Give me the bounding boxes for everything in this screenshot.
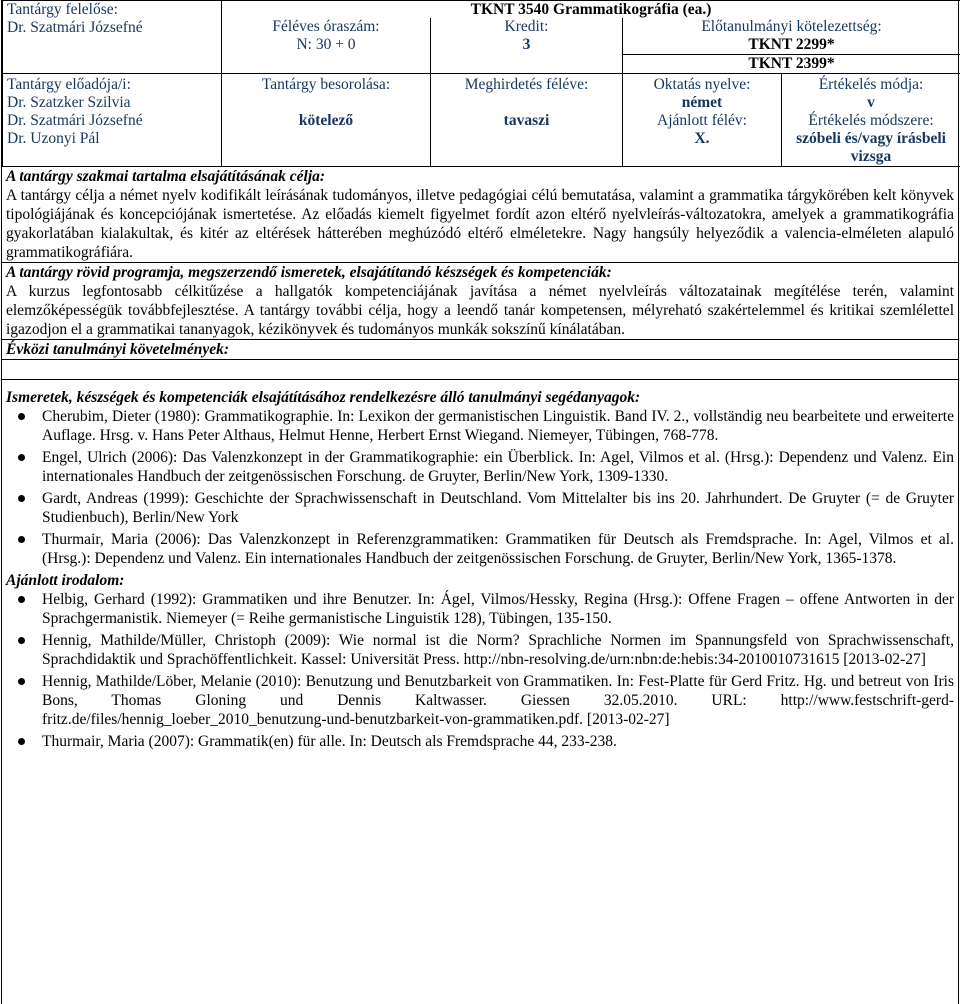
hours-cell (222, 18, 431, 74)
eval-method-value: szóbeli és/vagy írásbeli vizsga (796, 130, 946, 165)
literature-item: Helbig, Gerhard (1992): Grammatiken und ihre Benutzer. In: Ágel, Vilmos/Hessky, Regina (Hrsg.): Offene Fragen – offene Antworten in der Sprachgermanistik. Niemeyer (= Reihe germanistische Linguistik 128), Tübingen, 135-150. (42, 590, 954, 631)
lecturer-3: Dr. Uzonyi Pál (7, 130, 100, 147)
category-cell (222, 74, 431, 167)
hours-value: N: 30 + 0 (296, 36, 356, 53)
aim-heading: A tantárgy szakmai tartalma elsajátításának célja: (6, 168, 326, 185)
materials-heading: Ismeretek, készségek és kompetenciák elsajátításához rendelkezésre álló tanulmányi segédanyagok: (6, 389, 641, 406)
category-value: kötelező (298, 112, 354, 129)
recommended-value: X. (694, 130, 710, 147)
responsible-label: Tantárgy felelőse: (7, 1, 118, 18)
literature-section (2, 571, 958, 754)
eval-mode-label: Értékelés módja: (818, 76, 924, 93)
category-label: Tantárgy besorolása: (261, 76, 391, 93)
semester-value: tavaszi (503, 112, 550, 129)
program-section (2, 263, 958, 340)
aim-section (2, 167, 958, 263)
language-label: Oktatás nyelve: (653, 76, 751, 93)
requirements-section (2, 340, 958, 380)
requirements-heading: Évközi tanulmányi követelmények: (6, 341, 230, 358)
recommended-label: Ajánlott félév: (657, 112, 747, 129)
requirements-empty-row (2, 359, 958, 380)
material-item: Thurmair, Maria (2006): Das Valenzkonzept in Referenzgrammatiken: Grammatiken für Deutsch als Fremdsprache. In: Agel, Vilmos et al. (Hrsg.): Dependenz und Valenz. Ein internationales Handbuch der zeitgenössischen Forschung. de Gruyter, Berlin/New York, 1365-1378. (42, 530, 954, 571)
language-cell (623, 74, 782, 167)
course-title: TKNT 3540 Grammatikográfia (ea.) (222, 1, 960, 19)
aim-text: A tantárgy célja a német nyelv kodifikált leírásának tudományos, illetve pedagógiai célú bemutatása, valamint a grammatika tárgykörében kelt könyvek tipológiájának és koncepciójának ismertetése. Az előadás kiemelt figyelmet fordít azon eltérő nyelvleírás-változatokra, amelyek a grammatikográfia gyakorlatában kialakultak, és kitér az eltérések hátterében meghúzódó eltérő elméletekre. Nagy hangsúly helyeződik a valencia-elméleten alapuló grammatikográfiára. (6, 187, 954, 261)
literature-item: Hennig, Mathilde/Löber, Melanie (2010): Benutzung und Benutzbarkeit von Grammatiken. In: Fest-Platte für Gerd Fritz. Hg. und betreut von Iris Bons, Thomas Gloning und Dennis Kaltwasser. Giessen 32.05.2010. URL: http://www.festschrift-gerd-fritz.de/files/hennig_loeber_2010_benutzung-und-benutzbarkeit-von-grammatiken.pdf. [2013-02-27] (42, 672, 954, 732)
material-item: Cherubim, Dieter (1980): Grammatikographie. In: Lexikon der germanistischen Linguistik. Band IV. 2., vollständig neu bearbeitete und erweiterte Auflage. Hrsg. v. Hans Peter Althaus, Helmut Henne, Herbert Ernst Wiegand. Niemeyer, Tübingen, 768-778. (42, 407, 954, 448)
material-item: Gardt, Andreas (1999): Geschichte der Sprachwissenschaft in Deutschland. Vom Mittelalter bis ins 20. Jahrhundert. De Gruyter (= de Gruyter Studienbuch), Berlin/New York (42, 489, 954, 530)
prereq-cell (623, 18, 960, 74)
eval-method-label: Értékelés módszere: (808, 112, 934, 129)
prereq-1: TKNT 2299* (748, 36, 835, 53)
hours-label: Féléves óraszám: (272, 18, 380, 35)
responsible-cell (3, 1, 222, 74)
responsible-name: Dr. Szatmári Józsefné (7, 19, 143, 36)
materials-list (6, 407, 954, 571)
literature-item: Thurmair, Maria (2007): Grammatik(en) für alle. In: Deutsch als Fremdsprache 44, 233-238. (42, 732, 954, 754)
course-header-table (2, 0, 960, 167)
material-item: Engel, Ulrich (2006): Das Valenzkonzept in der Grammatikographie: ein Überblick. In: Agel, Vilmos et al. (Hrsg.): Dependenz und Valenz. Ein internationales Handbuch der zeitgenössischen Forschung. de Gruyter, Berlin/New York, 1309-1330. (42, 448, 954, 489)
lecturers-label: Tantárgy előadója/i: (7, 76, 131, 93)
credit-cell (431, 18, 623, 74)
literature-list (6, 590, 954, 754)
credit-value: 3 (522, 36, 531, 53)
literature-heading: Ajánlott irodalom: (6, 572, 125, 589)
course-description-document (1, 0, 959, 1004)
materials-section (2, 388, 958, 571)
lecturer-1: Dr. Szatzker Szilvia (7, 94, 131, 111)
program-heading: A tantárgy rövid programja, megszerzendő ismeretek, elsajátítandó készségek és kompetenciák: (6, 264, 612, 281)
program-text: A kurzus legfontosabb célkitűzése a hallgatók kompetenciájának javítása a német nyelvleírás változatainak megítélése terén, valamint elemzőképességük továbbfejlesztése. A tantárgy további célja, hogy a leendő tanár kompetensen, mélyreható szakértelemmel és kritikai szemlélettel igazodjon el a grammatikai tananyagok, kézikönyvek és tudományos munkák sokszínű kínálatában. (6, 283, 954, 338)
credit-label: Kredit: (504, 18, 549, 35)
semester-cell (431, 74, 623, 167)
literature-item: Hennig, Mathilde/Müller, Christoph (2009): Wie normal ist die Norm? Sprachliche Normen im Spannungsfeld von Sprachwissenschaft, Sprachdidaktik und Sprachöffentlichkeit. Kassel: Universität Press. http://nbn-resolving.de/urn:nbn:de:hebis:34-2010010731615 [2013-02-27] (42, 631, 954, 672)
language-value: német (681, 94, 723, 111)
evaluation-cell (782, 74, 960, 167)
eval-mode-value: v (867, 94, 875, 111)
semester-label: Meghirdetés féléve: (464, 76, 589, 93)
lecturer-2: Dr. Szatmári Józsefné (7, 112, 143, 129)
prereq-label: Előtanulmányi kötelezettség: (701, 18, 882, 35)
prereq-2: TKNT 2399* (623, 54, 960, 73)
lecturers-cell (3, 74, 222, 167)
